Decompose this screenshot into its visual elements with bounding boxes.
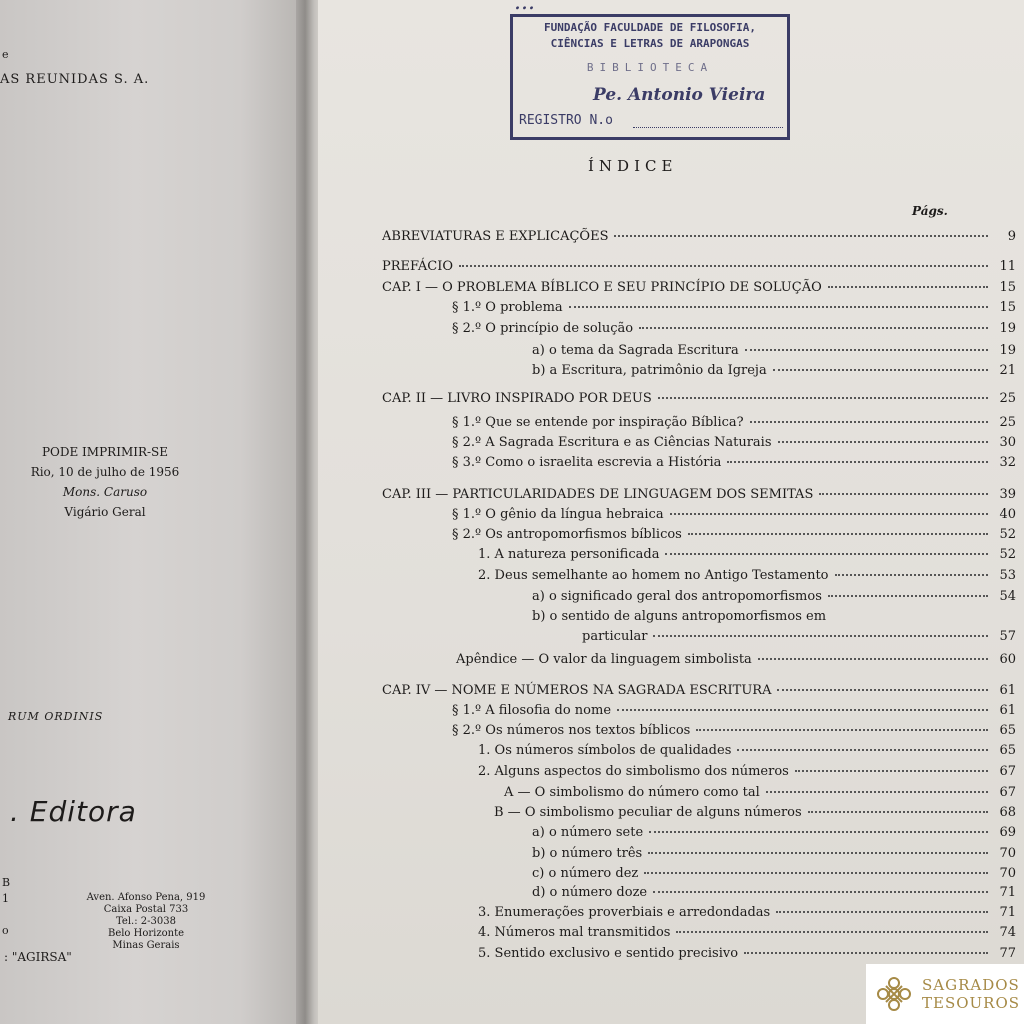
- toc-leader-dots: [776, 901, 988, 913]
- toc-entry-label: § 2.º A Sagrada Escritura e as Ciências Naturais: [452, 435, 772, 450]
- toc-entry-page: 25: [999, 415, 1016, 430]
- toc-leader-dots: [777, 679, 988, 691]
- telegraph-address: : "AGIRSA": [4, 950, 72, 964]
- toc-entry-label: 1. A natureza personificada: [478, 547, 660, 562]
- toc-entry-page: 70: [999, 846, 1016, 861]
- stamp-line-1: FUNDAÇÃO FACULDADE DE FILOSOFIA,: [544, 21, 756, 34]
- imprimatur-title: PODE IMPRIMIR-SE: [41, 445, 169, 459]
- toc-entry-label: Apêndice — O valor da linguagem simbolista: [456, 652, 752, 667]
- toc-entry-label: c) o número dez: [532, 866, 639, 881]
- toc-entry: [382, 824, 1016, 844]
- toc-entry-label: particular: [582, 629, 648, 644]
- toc-entry-page: 32: [999, 455, 1016, 470]
- stamp-line-5: REGISTRO N.o: [519, 113, 613, 128]
- toc-entry: [382, 763, 1016, 783]
- table-of-contents: [382, 0, 1022, 1024]
- toc-entry-page: 9: [1007, 229, 1016, 244]
- toc-entry-label: a) o significado geral dos antropomorfismos: [532, 589, 822, 604]
- address-line: Aven. Afonso Pena, 919: [86, 892, 206, 903]
- toc-entry-label: d) o número doze: [532, 885, 648, 900]
- address-line: Minas Gerais: [112, 940, 180, 951]
- toc-entry-label: § 1.º Que se entende por inspiração Bíblica?: [452, 415, 744, 430]
- imprimatur-block: [0, 442, 220, 522]
- toc-entry-label: CAP. III — PARTICULARIDADES DE LINGUAGEM DOS SEMITAS: [382, 487, 814, 502]
- toc-entry-label: B — O simbolismo peculiar de alguns números: [494, 805, 802, 820]
- toc-entry-page: 71: [999, 885, 1016, 900]
- toc-entry-page: 65: [999, 743, 1016, 758]
- toc-entry-page: 71: [999, 905, 1016, 920]
- toc-leader-dots: [653, 881, 988, 893]
- address-line: Caixa Postal 733: [103, 904, 189, 915]
- toc-entry-page: 40: [999, 507, 1016, 522]
- toc-entry: [382, 628, 1016, 648]
- toc-entry-label: 2. Alguns aspectos do simbolismo dos números: [478, 764, 789, 779]
- toc-entry: [382, 258, 1016, 278]
- toc-entry-label: b) a Escritura, patrimônio da Igreja: [532, 363, 767, 378]
- toc-entry-label: 1. Os números símbolos de qualidades: [478, 743, 732, 758]
- watermark-line-2: TESOUROS: [922, 994, 1021, 1012]
- toc-entry: [382, 320, 1016, 340]
- toc-entry-label: CAP. II — LIVRO INSPIRADO POR DEUS: [382, 391, 652, 406]
- toc-entry-label: CAP. I — O PROBLEMA BÍBLICO E SEU PRINCÍPIO DE SOLUÇÃO: [382, 280, 822, 295]
- toc-entry-label: § 2.º Os antropomorfismos bíblicos: [452, 527, 682, 542]
- toc-leader-dots: [828, 276, 988, 288]
- toc-entry-label: 3. Enumerações proverbiais e arredondadas: [478, 905, 771, 920]
- toc-entry: [382, 924, 1016, 944]
- toc-leader-dots: [744, 942, 988, 954]
- toc-entry-page: 52: [999, 547, 1016, 562]
- toc-entry: [382, 390, 1016, 410]
- toc-leader-dots: [750, 411, 988, 423]
- toc-entry-page: 54: [999, 589, 1016, 604]
- toc-entry-page: 11: [999, 259, 1016, 274]
- toc-entry-label: ABREVIATURAS E EXPLICAÇÕES: [382, 229, 609, 244]
- toc-entry-page: 30: [999, 435, 1016, 450]
- watermark-logo: [866, 964, 1024, 1024]
- handwritten-note: ...: [514, 0, 535, 15]
- toc-entry-page: 67: [999, 764, 1016, 779]
- publisher-brand: . Editora: [10, 795, 137, 828]
- toc-leader-dots: [670, 503, 988, 515]
- toc-entry-page: 77: [999, 946, 1016, 961]
- toc-leader-dots: [758, 648, 988, 660]
- toc-leader-dots: [569, 296, 988, 308]
- address-line: Tel.: 2-3038: [116, 916, 176, 927]
- imprimatur-place-date: Rio, 10 de julho de 1956: [30, 465, 180, 479]
- address-line: Belo Horizonte: [107, 928, 185, 939]
- toc-leader-dots: [648, 842, 988, 854]
- toc-leader-dots: [676, 921, 988, 933]
- toc-leader-dots: [778, 431, 988, 443]
- toc-entry: [382, 546, 1016, 566]
- left-code-2: 1: [2, 892, 9, 905]
- toc-leader-dots: [773, 359, 988, 371]
- toc-entry-page: 39: [999, 487, 1016, 502]
- toc-entry-label: § 2.º O princípio de solução: [452, 321, 634, 336]
- stamp-line-2: CIÊNCIAS E LETRAS DE ARAPONGAS: [550, 37, 750, 50]
- toc-leader-dots: [766, 781, 988, 793]
- toc-entry-label: b) o número três: [532, 846, 643, 861]
- publisher-name: AS REUNIDAS S. A.: [0, 72, 150, 87]
- toc-leader-dots: [737, 739, 988, 751]
- toc-entry-page: 53: [999, 568, 1016, 583]
- toc-entry-label: b) o sentido de alguns antropomorfismos em: [532, 609, 827, 624]
- toc-leader-dots: [795, 760, 988, 772]
- toc-leader-dots: [808, 801, 988, 813]
- toc-entry-label: a) o tema da Sagrada Escritura: [532, 343, 739, 358]
- toc-entry-page: 67: [999, 785, 1016, 800]
- toc-leader-dots: [639, 317, 988, 329]
- ornament-icon: [874, 974, 914, 1014]
- stamp-line-3: BIBLIOTECA: [586, 61, 714, 74]
- toc-entry-page: 68: [999, 805, 1016, 820]
- right-page: [318, 0, 1024, 1024]
- toc-leader-dots: [665, 543, 988, 555]
- toc-leader-dots: [745, 339, 988, 351]
- pages-column-label: Págs.: [912, 204, 948, 218]
- toc-entry: [382, 742, 1016, 762]
- toc-leader-dots: [614, 225, 988, 237]
- address-block: [66, 892, 226, 952]
- imprimatur-name: Mons. Caruso: [62, 485, 148, 499]
- toc-entry-page: 74: [999, 925, 1016, 940]
- toc-entry-label: 5. Sentido exclusivo e sentido precisivo: [478, 946, 739, 961]
- toc-entry-label: 2. Deus semelhante ao homem no Antigo Testamento: [478, 568, 829, 583]
- toc-entry-page: 25: [999, 391, 1016, 406]
- toc-leader-dots: [617, 699, 988, 711]
- toc-entry: [382, 228, 1016, 248]
- toc-entry-page: 61: [999, 683, 1016, 698]
- toc-entry-page: 15: [999, 300, 1016, 315]
- toc-entry-page: 15: [999, 280, 1016, 295]
- toc-entry: [382, 651, 1016, 671]
- toc-entry-page: 19: [999, 343, 1016, 358]
- left-code-1: B: [2, 876, 11, 889]
- toc-entry-label: PREFÁCIO: [382, 259, 454, 274]
- toc-leader-dots: [727, 451, 988, 463]
- toc-leader-dots: [828, 585, 988, 597]
- toc-leader-dots: [688, 523, 988, 535]
- order-text: RUM ORDINIS: [8, 710, 104, 723]
- toc-leader-dots: [819, 483, 988, 495]
- toc-entry: [382, 588, 1016, 608]
- toc-leader-dots: [653, 625, 988, 637]
- left-page: [0, 0, 300, 1024]
- toc-entry-label: CAP. IV — NOME E NÚMEROS NA SAGRADA ESCRITURA: [382, 683, 772, 698]
- toc-entry-page: 60: [999, 652, 1016, 667]
- toc-entry-page: 19: [999, 321, 1016, 336]
- toc-entry-page: 61: [999, 703, 1016, 718]
- toc-entry-label: § 1.º A filosofia do nome: [452, 703, 612, 718]
- toc-leader-dots: [658, 387, 988, 399]
- top-fragment: e: [2, 48, 9, 61]
- toc-entry: [382, 454, 1016, 474]
- stamp-line-4: Pe. Antonio Vieira: [593, 85, 766, 105]
- toc-entry-page: 57: [999, 629, 1016, 644]
- toc-entry-label: A — O simbolismo do número como tal: [504, 785, 760, 800]
- toc-leader-dots: [649, 821, 988, 833]
- toc-entry: [382, 945, 1016, 965]
- toc-entry-label: § 3.º Como o israelita escrevia a História: [452, 455, 722, 470]
- imprimatur-role: Vigário Geral: [64, 505, 146, 519]
- toc-leader-dots: [644, 862, 988, 874]
- toc-entry: [382, 299, 1016, 319]
- toc-entry-page: 69: [999, 825, 1016, 840]
- toc-entry-label: 4. Números mal transmitidos: [478, 925, 671, 940]
- toc-entry-page: 70: [999, 866, 1016, 881]
- toc-entry-page: 21: [999, 363, 1016, 378]
- toc-leader-dots: [459, 255, 988, 267]
- toc-leader-dots: [835, 564, 988, 576]
- toc-entry: [382, 362, 1016, 382]
- toc-entry-page: 65: [999, 723, 1016, 738]
- watermark-line-1: SAGRADOS: [922, 976, 1020, 994]
- toc-entry-label: § 1.º O problema: [452, 300, 563, 315]
- index-title: ÍNDICE: [588, 157, 678, 175]
- toc-entry-page: 52: [999, 527, 1016, 542]
- toc-entry-label: a) o número sete: [532, 825, 644, 840]
- left-code-3: o: [2, 924, 9, 937]
- toc-entry: [382, 567, 1016, 587]
- toc-leader-dots: [696, 719, 988, 731]
- toc-entry-label: § 1.º O gênio da língua hebraica: [452, 507, 664, 522]
- toc-entry-label: § 2.º Os números nos textos bíblicos: [452, 723, 691, 738]
